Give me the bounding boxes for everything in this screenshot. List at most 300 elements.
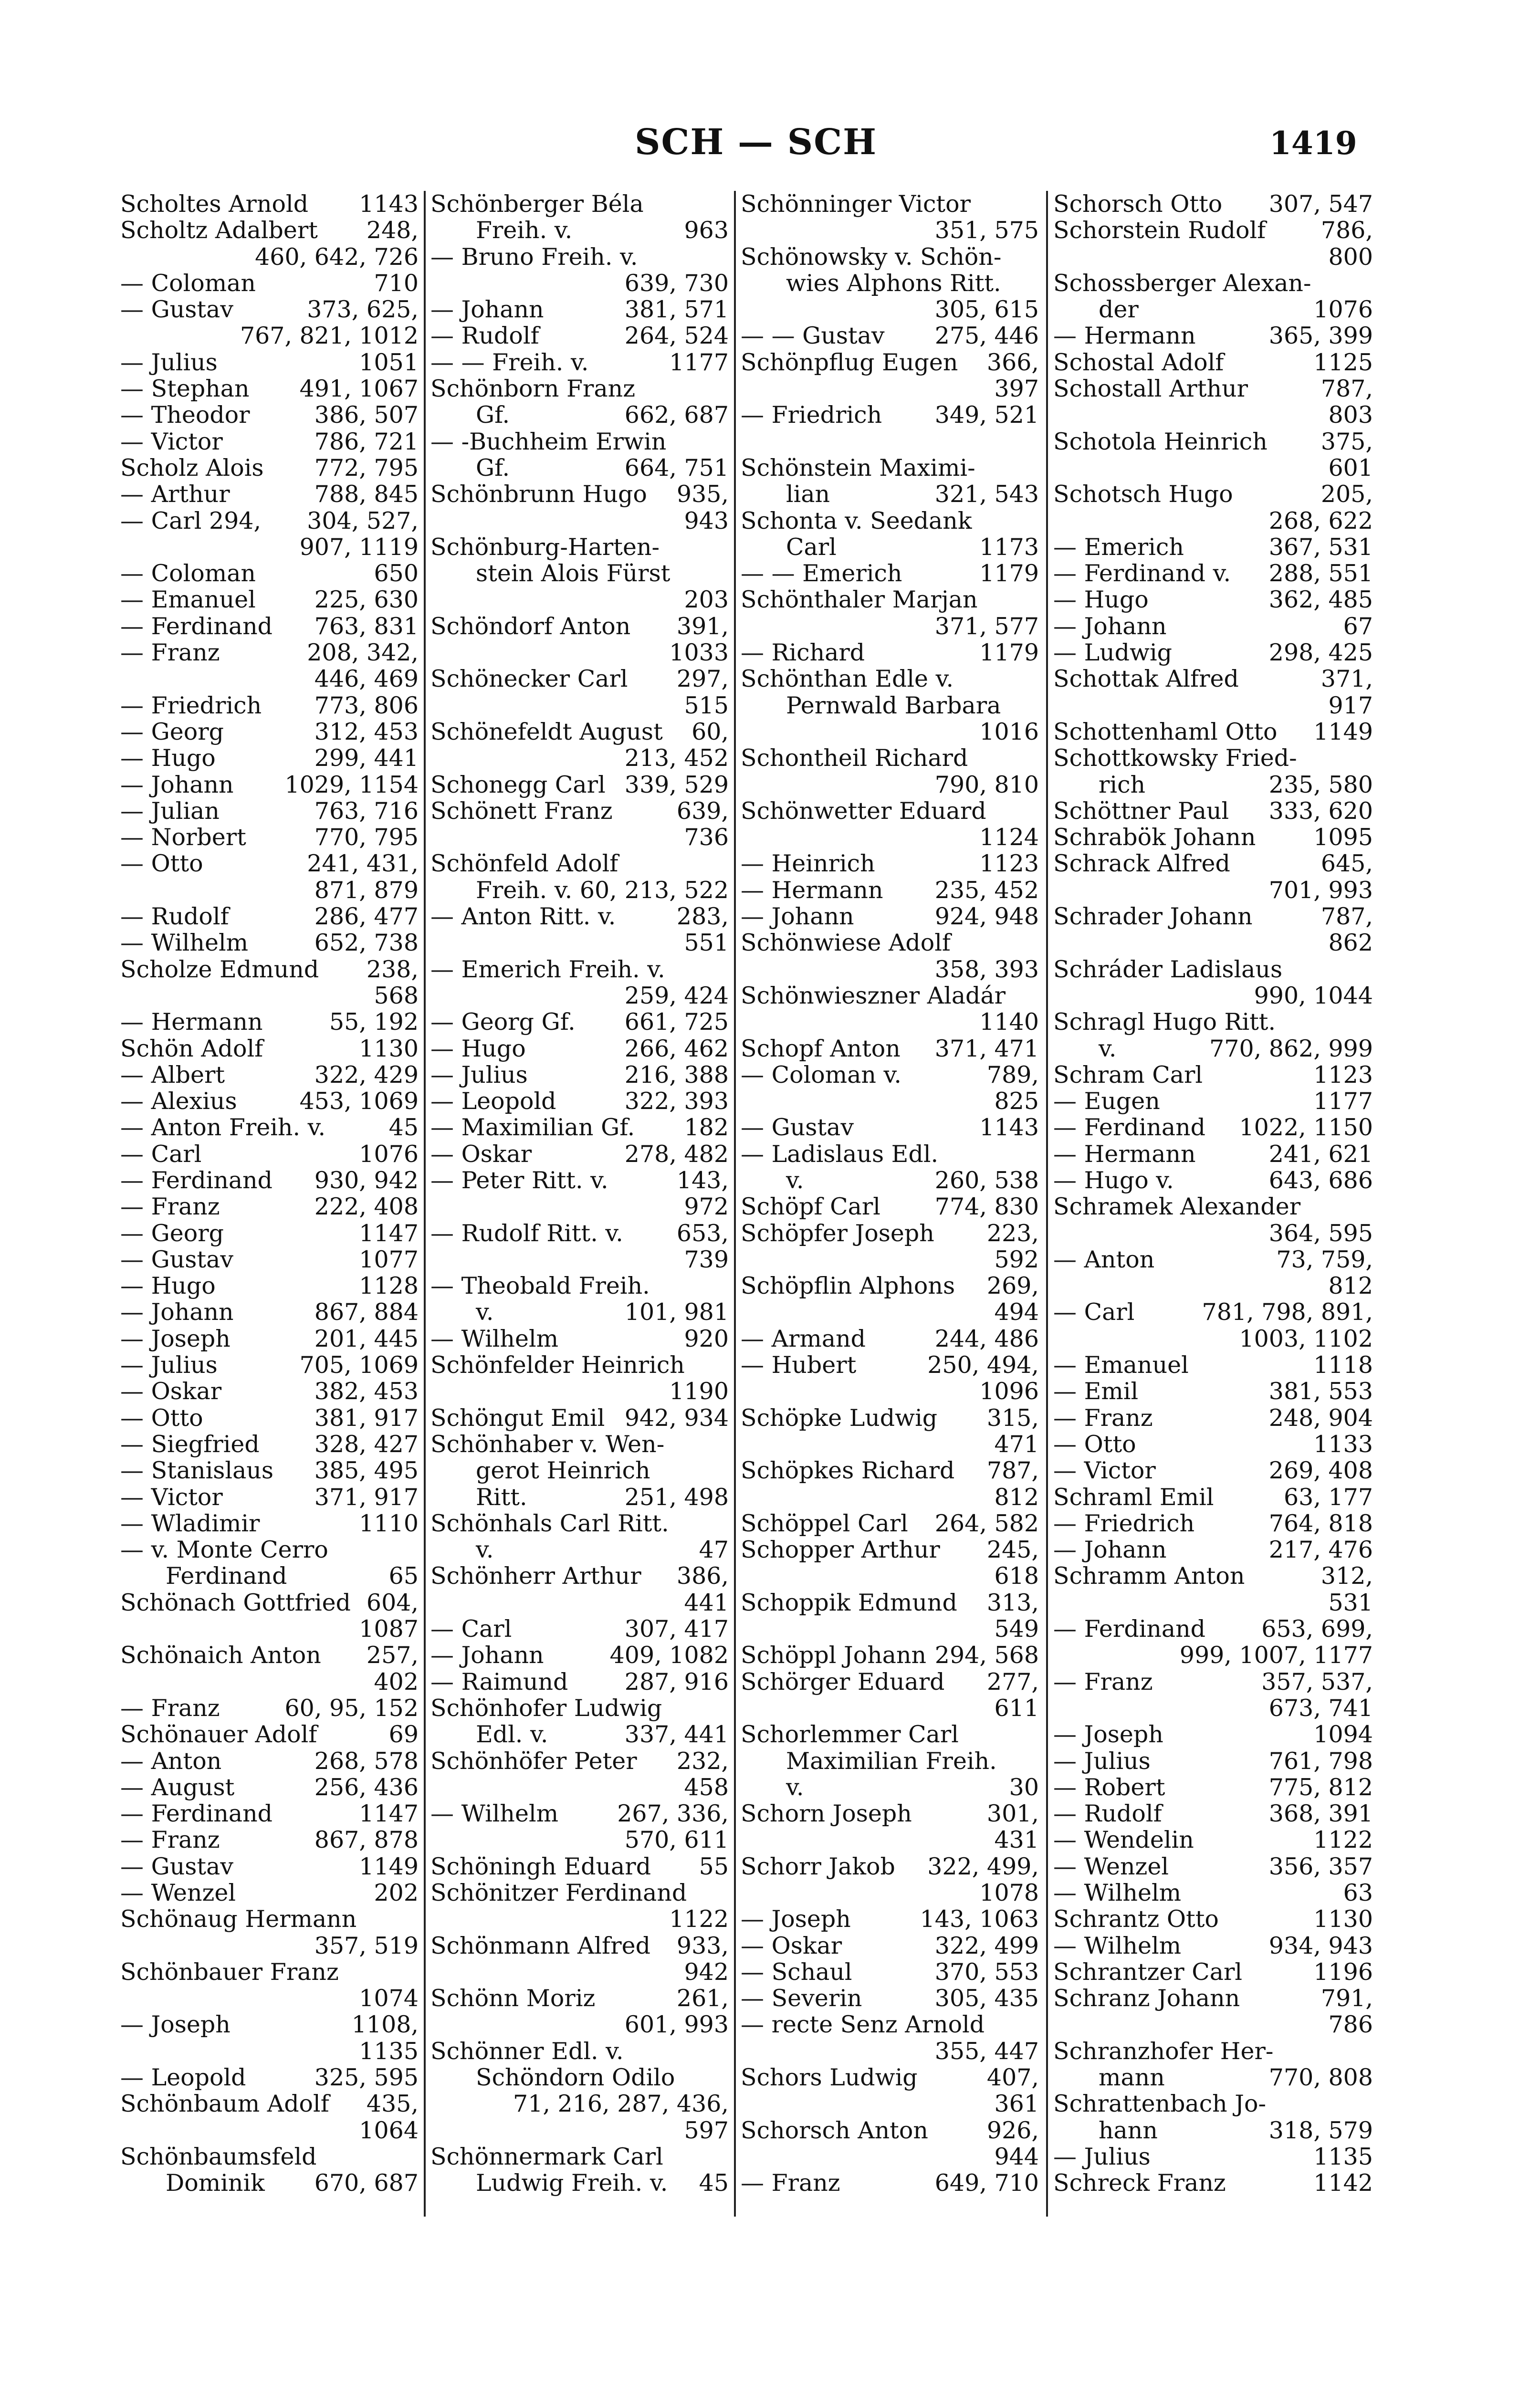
entry-page-refs: 652, 738 [314, 929, 419, 957]
entry-page-refs: 259, 424 [624, 982, 729, 1009]
entry-page-refs: 1022, 1150 [1239, 1114, 1373, 1141]
index-entry [430, 1906, 729, 1932]
entry-name: Schönwieszner Aladár [741, 982, 1006, 1009]
entry-name: Schöpke Ludwig [741, 1404, 938, 1432]
index-entry [120, 850, 419, 877]
index-entry [1053, 1352, 1373, 1378]
index-entry [741, 1616, 1039, 1642]
entry-page-refs: 1128 [359, 1272, 419, 1300]
entry-name: Schönherr Arthur [430, 1562, 641, 1590]
entry-name: Schöngut Emil [430, 1404, 605, 1432]
entry-name: Scholze Edmund [120, 955, 319, 983]
entry-name: Schorsch Anton [741, 2116, 928, 2144]
index-entry [741, 376, 1039, 402]
entry-name: Edl. v. [476, 1721, 548, 1748]
index-entry [741, 2091, 1039, 2117]
entry-name: — Leopold [430, 1088, 556, 1115]
entry-name: Schreck Franz [1053, 2169, 1226, 2197]
entry-page-refs: 381, 571 [624, 296, 729, 324]
entry-page-refs: 202 [374, 1879, 419, 1906]
index-entry [1053, 2011, 1373, 2038]
index-entry [430, 692, 729, 719]
index-entry [1053, 349, 1373, 376]
entry-name: — Anton [1053, 1245, 1155, 1273]
entry-page-refs: 357, 519 [314, 1932, 419, 1959]
entry-page-refs: 431 [994, 1826, 1039, 1854]
index-entry [741, 560, 1039, 586]
entry-page-refs: 1033 [669, 639, 729, 667]
index-entry [430, 1352, 729, 1378]
index-entry [120, 402, 419, 428]
index-entry [1053, 1669, 1373, 1695]
index-entry [120, 1036, 419, 1062]
entry-name: Schönfelder Heinrich [430, 1351, 685, 1379]
entry-name: Schrantz Otto [1053, 1905, 1219, 1933]
entry-page-refs: 260, 538 [934, 1166, 1039, 1194]
entry-page-refs: 920 [684, 1325, 729, 1352]
entry-page-refs: 305, 435 [934, 1985, 1039, 2012]
index-entry [120, 1141, 419, 1167]
index-entry [1053, 2144, 1373, 2170]
entry-name: — Theobald Freih. [430, 1272, 650, 1300]
index-entry [430, 1748, 729, 1774]
index-entry [120, 508, 419, 534]
entry-page-refs: 368, 391 [1268, 1800, 1373, 1828]
entry-page-refs: 551 [684, 929, 729, 957]
entry-name: — Wilhelm [1053, 1879, 1182, 1906]
index-entry [120, 1405, 419, 1431]
index-entry [1053, 877, 1373, 903]
index-entry [1053, 1880, 1373, 1906]
index-entry [120, 1088, 419, 1114]
entry-name: — Anton Ritt. v. [430, 903, 616, 931]
entry-page-refs: 375, [1320, 428, 1373, 455]
entry-page-refs: 1122 [669, 1905, 729, 1933]
entry-page-refs: 248, [366, 217, 419, 244]
entry-page-refs: 321, 543 [934, 481, 1039, 508]
index-entry [1053, 692, 1373, 719]
entry-name: Schönwiese Adolf [741, 929, 951, 957]
entry-page-refs: 786, [1320, 217, 1373, 244]
entry-name: Ferdinand [166, 1562, 287, 1590]
index-entry [430, 1959, 729, 1985]
entry-name: Schors Ludwig [741, 2064, 918, 2092]
entry-page-refs: 349, 521 [934, 401, 1039, 429]
entry-page-refs: 800 [1328, 243, 1373, 271]
index-entry [430, 719, 729, 745]
entry-page-refs: 402 [374, 1668, 419, 1695]
index-entry [120, 613, 419, 639]
index-entry [430, 983, 729, 1009]
index-entry [120, 692, 419, 719]
entry-page-refs: 205, [1320, 481, 1373, 508]
entry-name: — Wendelin [1053, 1826, 1194, 1854]
entry-name: Gf. [476, 454, 510, 481]
entry-name: lian [786, 481, 830, 508]
entry-page-refs: 355, 447 [934, 2037, 1039, 2065]
index-entry [430, 244, 729, 270]
entry-name: v. [786, 1773, 804, 1801]
index-entry [1053, 2091, 1373, 2117]
index-entry [430, 1009, 729, 1035]
entry-name: — Anton [120, 1747, 222, 1775]
index-entry [1053, 824, 1373, 850]
entry-page-refs: 232, [676, 1747, 729, 1775]
entry-name: Schönberger Béla [430, 190, 644, 218]
index-entry [1053, 1193, 1373, 1220]
index-entry [1053, 850, 1373, 877]
entry-page-refs: 297, [676, 665, 729, 693]
index-entry [741, 349, 1039, 376]
index-entry [1053, 1167, 1373, 1193]
index-entry [120, 534, 419, 560]
index-entry [741, 1062, 1039, 1088]
index-entry [120, 1774, 419, 1800]
entry-name: — Peter Ritt. v. [430, 1166, 608, 1194]
index-entry [430, 1378, 729, 1404]
entry-page-refs: 770, 808 [1268, 2064, 1373, 2092]
index-entry [741, 1088, 1039, 1114]
entry-page-refs: 639, [676, 797, 729, 825]
entry-page-refs: 1051 [359, 348, 419, 376]
entry-name: — Ludwig [1053, 639, 1173, 667]
entry-name: — Johann [1053, 1536, 1167, 1564]
entry-page-refs: 1076 [359, 1140, 419, 1168]
entry-page-refs: 208, 342, [307, 639, 419, 667]
index-entry [120, 191, 419, 217]
index-entry [1053, 1510, 1373, 1537]
index-entry [741, 639, 1039, 666]
entry-name: — Franz [120, 1193, 220, 1221]
entry-page-refs: 618 [994, 1562, 1039, 1590]
entry-name: — — Gustav [741, 322, 885, 350]
entry-page-refs: 944 [994, 2143, 1039, 2170]
entry-name: — Wilhelm [120, 929, 249, 957]
index-column-2 [430, 191, 729, 2217]
entry-page-refs: 767, 821, 1012 [240, 322, 419, 350]
index-entry [741, 692, 1039, 719]
entry-name: — Hermann [1053, 1140, 1196, 1168]
index-entry [120, 429, 419, 455]
index-entry [430, 1563, 729, 1589]
entry-name: Schragl Hugo Ritt. [1053, 1008, 1276, 1036]
index-entry [741, 1378, 1039, 1404]
index-entry [120, 798, 419, 824]
index-entry [1053, 1273, 1373, 1299]
index-entry [430, 1800, 729, 1827]
entry-page-refs: 307, 417 [624, 1615, 729, 1643]
index-entry [430, 2011, 729, 2038]
entry-page-refs: 47 [699, 1536, 729, 1564]
entry-name: Schonegg Carl [430, 771, 606, 798]
entry-page-refs: 63, 177 [1283, 1483, 1373, 1511]
entry-page-refs: 570, 611 [624, 1826, 729, 1854]
index-entry [741, 1326, 1039, 1352]
index-entry [741, 1457, 1039, 1484]
entry-page-refs: 1143 [359, 190, 419, 218]
index-entry [120, 1695, 419, 1721]
entry-name: — August [120, 1773, 235, 1801]
index-entry [741, 745, 1039, 771]
entry-page-refs: 356, 357 [1268, 1852, 1373, 1880]
entry-page-refs: 268, 622 [1268, 507, 1373, 534]
entry-name: Schöppel Carl [741, 1509, 908, 1537]
index-entry [120, 956, 419, 983]
index-entry [1053, 2038, 1373, 2064]
index-entry [120, 772, 419, 798]
entry-page-refs: 1130 [359, 1035, 419, 1062]
index-entry [120, 1985, 419, 2011]
entry-name: — Oskar [430, 1140, 532, 1168]
entry-name: Schönwetter Eduard [741, 797, 986, 825]
index-entry [120, 1510, 419, 1537]
index-entry [741, 217, 1039, 243]
entry-page-refs: 661, 725 [624, 1008, 729, 1036]
entry-page-refs: 407, [986, 2064, 1039, 2092]
index-entry [120, 1167, 419, 1193]
entry-page-refs: 705, 1069 [299, 1351, 419, 1379]
entry-name: — Georg [120, 1219, 224, 1247]
index-entry [1053, 1114, 1373, 1141]
entry-name: — Gustav [120, 296, 234, 324]
index-entry [1053, 1405, 1373, 1431]
entry-page-refs: 264, 524 [624, 322, 729, 350]
entry-name: — recte Senz Arnold [741, 2011, 985, 2039]
entry-name: — Friedrich [120, 691, 262, 719]
index-entry [741, 1959, 1039, 1985]
entry-name: Schottenhaml Otto [1053, 718, 1278, 745]
entry-name: — Schaul [741, 1958, 852, 1986]
entry-page-refs: 248, 904 [1268, 1404, 1373, 1432]
column-divider [1046, 191, 1048, 2217]
index-entry [120, 1326, 419, 1352]
entry-page-refs: 337, 441 [624, 1721, 729, 1748]
entry-page-refs: 471 [994, 1430, 1039, 1458]
index-entry [120, 2038, 419, 2064]
entry-name: v. [786, 1166, 804, 1194]
entry-page-refs: 867, 884 [314, 1298, 419, 1326]
index-entry [120, 1009, 419, 1035]
index-entry [1053, 956, 1373, 983]
index-entry [430, 1457, 729, 1484]
index-entry [120, 1062, 419, 1088]
index-entry [741, 1299, 1039, 1325]
entry-page-refs: 1179 [979, 560, 1039, 587]
entry-name: — Johann [120, 1298, 234, 1326]
index-entry [120, 1352, 419, 1378]
entry-name: Schönhofer Ludwig [430, 1694, 662, 1722]
entry-name: hann [1099, 2116, 1158, 2144]
index-entry [430, 1933, 729, 1959]
index-entry [430, 1510, 729, 1537]
entry-name: — Arthur [120, 481, 230, 508]
index-entry [1053, 1748, 1373, 1774]
entry-page-refs: 287, 916 [624, 1668, 729, 1695]
entry-name: Schöppl Johann [741, 1642, 927, 1669]
entry-name: Schöpfer Joseph [741, 1219, 934, 1247]
entry-name: Schönaich Anton [120, 1642, 321, 1669]
entry-name: Maximilian Freih. [786, 1747, 997, 1775]
index-entry [430, 1220, 729, 1246]
entry-page-refs: 63 [1343, 1879, 1373, 1906]
index-entry [1053, 1642, 1373, 1668]
index-entry [120, 983, 419, 1009]
index-entry [120, 2170, 419, 2196]
index-entry [741, 1853, 1039, 1880]
index-entry [741, 613, 1039, 639]
index-entry [741, 772, 1039, 798]
entry-name: — Ladislaus Edl. [741, 1140, 939, 1168]
index-entry [430, 508, 729, 534]
entry-page-refs: 773, 806 [314, 691, 419, 719]
entry-name: — Ferdinand [1053, 1114, 1206, 1141]
entry-page-refs: 333, 620 [1268, 797, 1373, 825]
entry-page-refs: 30 [1009, 1773, 1039, 1801]
entry-name: — Anton Freih. v. [120, 1114, 326, 1141]
entry-page-refs: 789, [986, 1061, 1039, 1088]
entry-name: — Ferdinand v. [1053, 560, 1231, 587]
index-entry [741, 1563, 1039, 1589]
index-entry [430, 1193, 729, 1220]
entry-page-refs: 143, 1063 [920, 1905, 1039, 1933]
entry-page-refs: 736 [684, 824, 729, 851]
entry-name: Schopf Anton [741, 1035, 901, 1062]
entry-name: — Eugen [1053, 1088, 1160, 1115]
index-entry [430, 1880, 729, 1906]
entry-page-refs: 251, 498 [624, 1483, 729, 1511]
index-entry [430, 930, 729, 956]
index-column-4 [1053, 191, 1373, 2217]
page-number: 1419 [1269, 125, 1357, 162]
entry-page-refs: 143, [676, 1166, 729, 1194]
index-entry [1053, 798, 1373, 824]
entry-name: — Julius [430, 1061, 528, 1088]
index-entry [1053, 719, 1373, 745]
entry-page-refs: 1143 [979, 1114, 1039, 1141]
entry-page-refs: 371, [1320, 665, 1373, 693]
index-entry [430, 1141, 729, 1167]
index-entry [430, 323, 729, 349]
index-entry [120, 666, 419, 692]
index-entry [430, 956, 729, 983]
entry-page-refs: 45 [388, 1114, 419, 1141]
index-entry [120, 1484, 419, 1510]
entry-page-refs: 1016 [979, 718, 1039, 745]
entry-page-refs: 1149 [1313, 718, 1373, 745]
entry-name: Schrantzer Carl [1053, 1958, 1243, 1986]
entry-page-refs: 774, 830 [934, 1193, 1039, 1221]
entry-name: Schramek Alexander [1053, 1193, 1301, 1221]
entry-page-refs: 361 [994, 2090, 1039, 2118]
index-entry [430, 772, 729, 798]
entry-page-refs: 245, [986, 1536, 1039, 1564]
entry-page-refs: 639, 730 [624, 269, 729, 297]
entry-page-refs: 549 [994, 1615, 1039, 1643]
entry-name: Schranz Johann [1053, 1985, 1240, 2012]
index-entry [1053, 666, 1373, 692]
index-entry [120, 217, 419, 243]
index-entry [741, 402, 1039, 428]
index-entry [430, 2170, 729, 2196]
entry-page-refs: 283, [676, 903, 729, 931]
index-entry [741, 1721, 1039, 1748]
entry-name: — Albert [120, 1061, 225, 1088]
entry-page-refs: 1077 [359, 1245, 419, 1273]
entry-name: — Emil [1053, 1378, 1139, 1405]
index-entry [430, 1062, 729, 1088]
entry-name: Schrabök Johann [1053, 824, 1256, 851]
entry-name: — Franz [1053, 1668, 1153, 1695]
index-entry [741, 877, 1039, 903]
entry-name: — Franz [1053, 1404, 1153, 1432]
entry-name: v. [1099, 1035, 1117, 1062]
index-entry [430, 534, 729, 560]
entry-page-refs: 1096 [979, 1378, 1039, 1405]
entry-name: — Hugo [120, 1272, 216, 1300]
index-entry [120, 1431, 419, 1457]
index-entry [1053, 429, 1373, 455]
index-entry [430, 1721, 729, 1748]
entry-name: Schönthaler Marjan [741, 586, 978, 614]
index-entry [741, 2011, 1039, 2038]
index-entry [120, 481, 419, 507]
index-entry [1053, 903, 1373, 930]
entry-name: — Hermann [1053, 322, 1196, 350]
entry-page-refs: 313, [986, 1589, 1039, 1616]
index-entry [741, 1827, 1039, 1853]
entry-name: Schorn Joseph [741, 1800, 912, 1828]
entry-page-refs: 1125 [1313, 348, 1373, 376]
entry-name: — Hugo [120, 744, 216, 772]
entry-page-refs: 770, 795 [314, 824, 419, 851]
entry-page-refs: 312, [1320, 1562, 1373, 1590]
entry-name: wies Alphons Ritt. [786, 269, 1001, 297]
entry-page-refs: 604, [366, 1589, 419, 1616]
index-entry [1053, 1088, 1373, 1114]
entry-name: Schönbauer Franz [120, 1958, 339, 1986]
entry-name: — Emerich Freih. v. [430, 955, 665, 983]
index-entry [741, 666, 1039, 692]
entry-name: Schöpkes Richard [741, 1457, 955, 1485]
index-entry [741, 1484, 1039, 1510]
entry-name: — Richard [741, 639, 865, 667]
entry-page-refs: 601 [1328, 454, 1373, 481]
entry-name: — Gustav [120, 1245, 234, 1273]
index-entry [1053, 1378, 1373, 1404]
entry-name: stein Alois Fürst [476, 560, 670, 587]
entry-page-refs: 339, 529 [624, 771, 729, 798]
entry-name: — — Emerich [741, 560, 902, 587]
index-entry [430, 1299, 729, 1325]
index-entry [1053, 1326, 1373, 1352]
index-entry [120, 296, 419, 323]
index-entry [741, 2144, 1039, 2170]
entry-page-refs: 1135 [1313, 2143, 1373, 2170]
entry-name: Schönaug Hermann [120, 1905, 357, 1933]
entry-name: Schönhöfer Peter [430, 1747, 637, 1775]
index-entry [120, 1880, 419, 1906]
entry-name: Schram Carl [1053, 1061, 1203, 1088]
entry-page-refs: 318, 579 [1268, 2116, 1373, 2144]
entry-name: Schön Adolf [120, 1035, 263, 1062]
index-entry [120, 349, 419, 376]
entry-page-refs: 322, 499 [934, 1932, 1039, 1959]
entry-name: — Armand [741, 1325, 866, 1352]
index-entry [430, 2038, 729, 2064]
index-entry [741, 1748, 1039, 1774]
index-entry [1053, 455, 1373, 481]
entry-name: Scholtz Adalbert [120, 217, 318, 244]
